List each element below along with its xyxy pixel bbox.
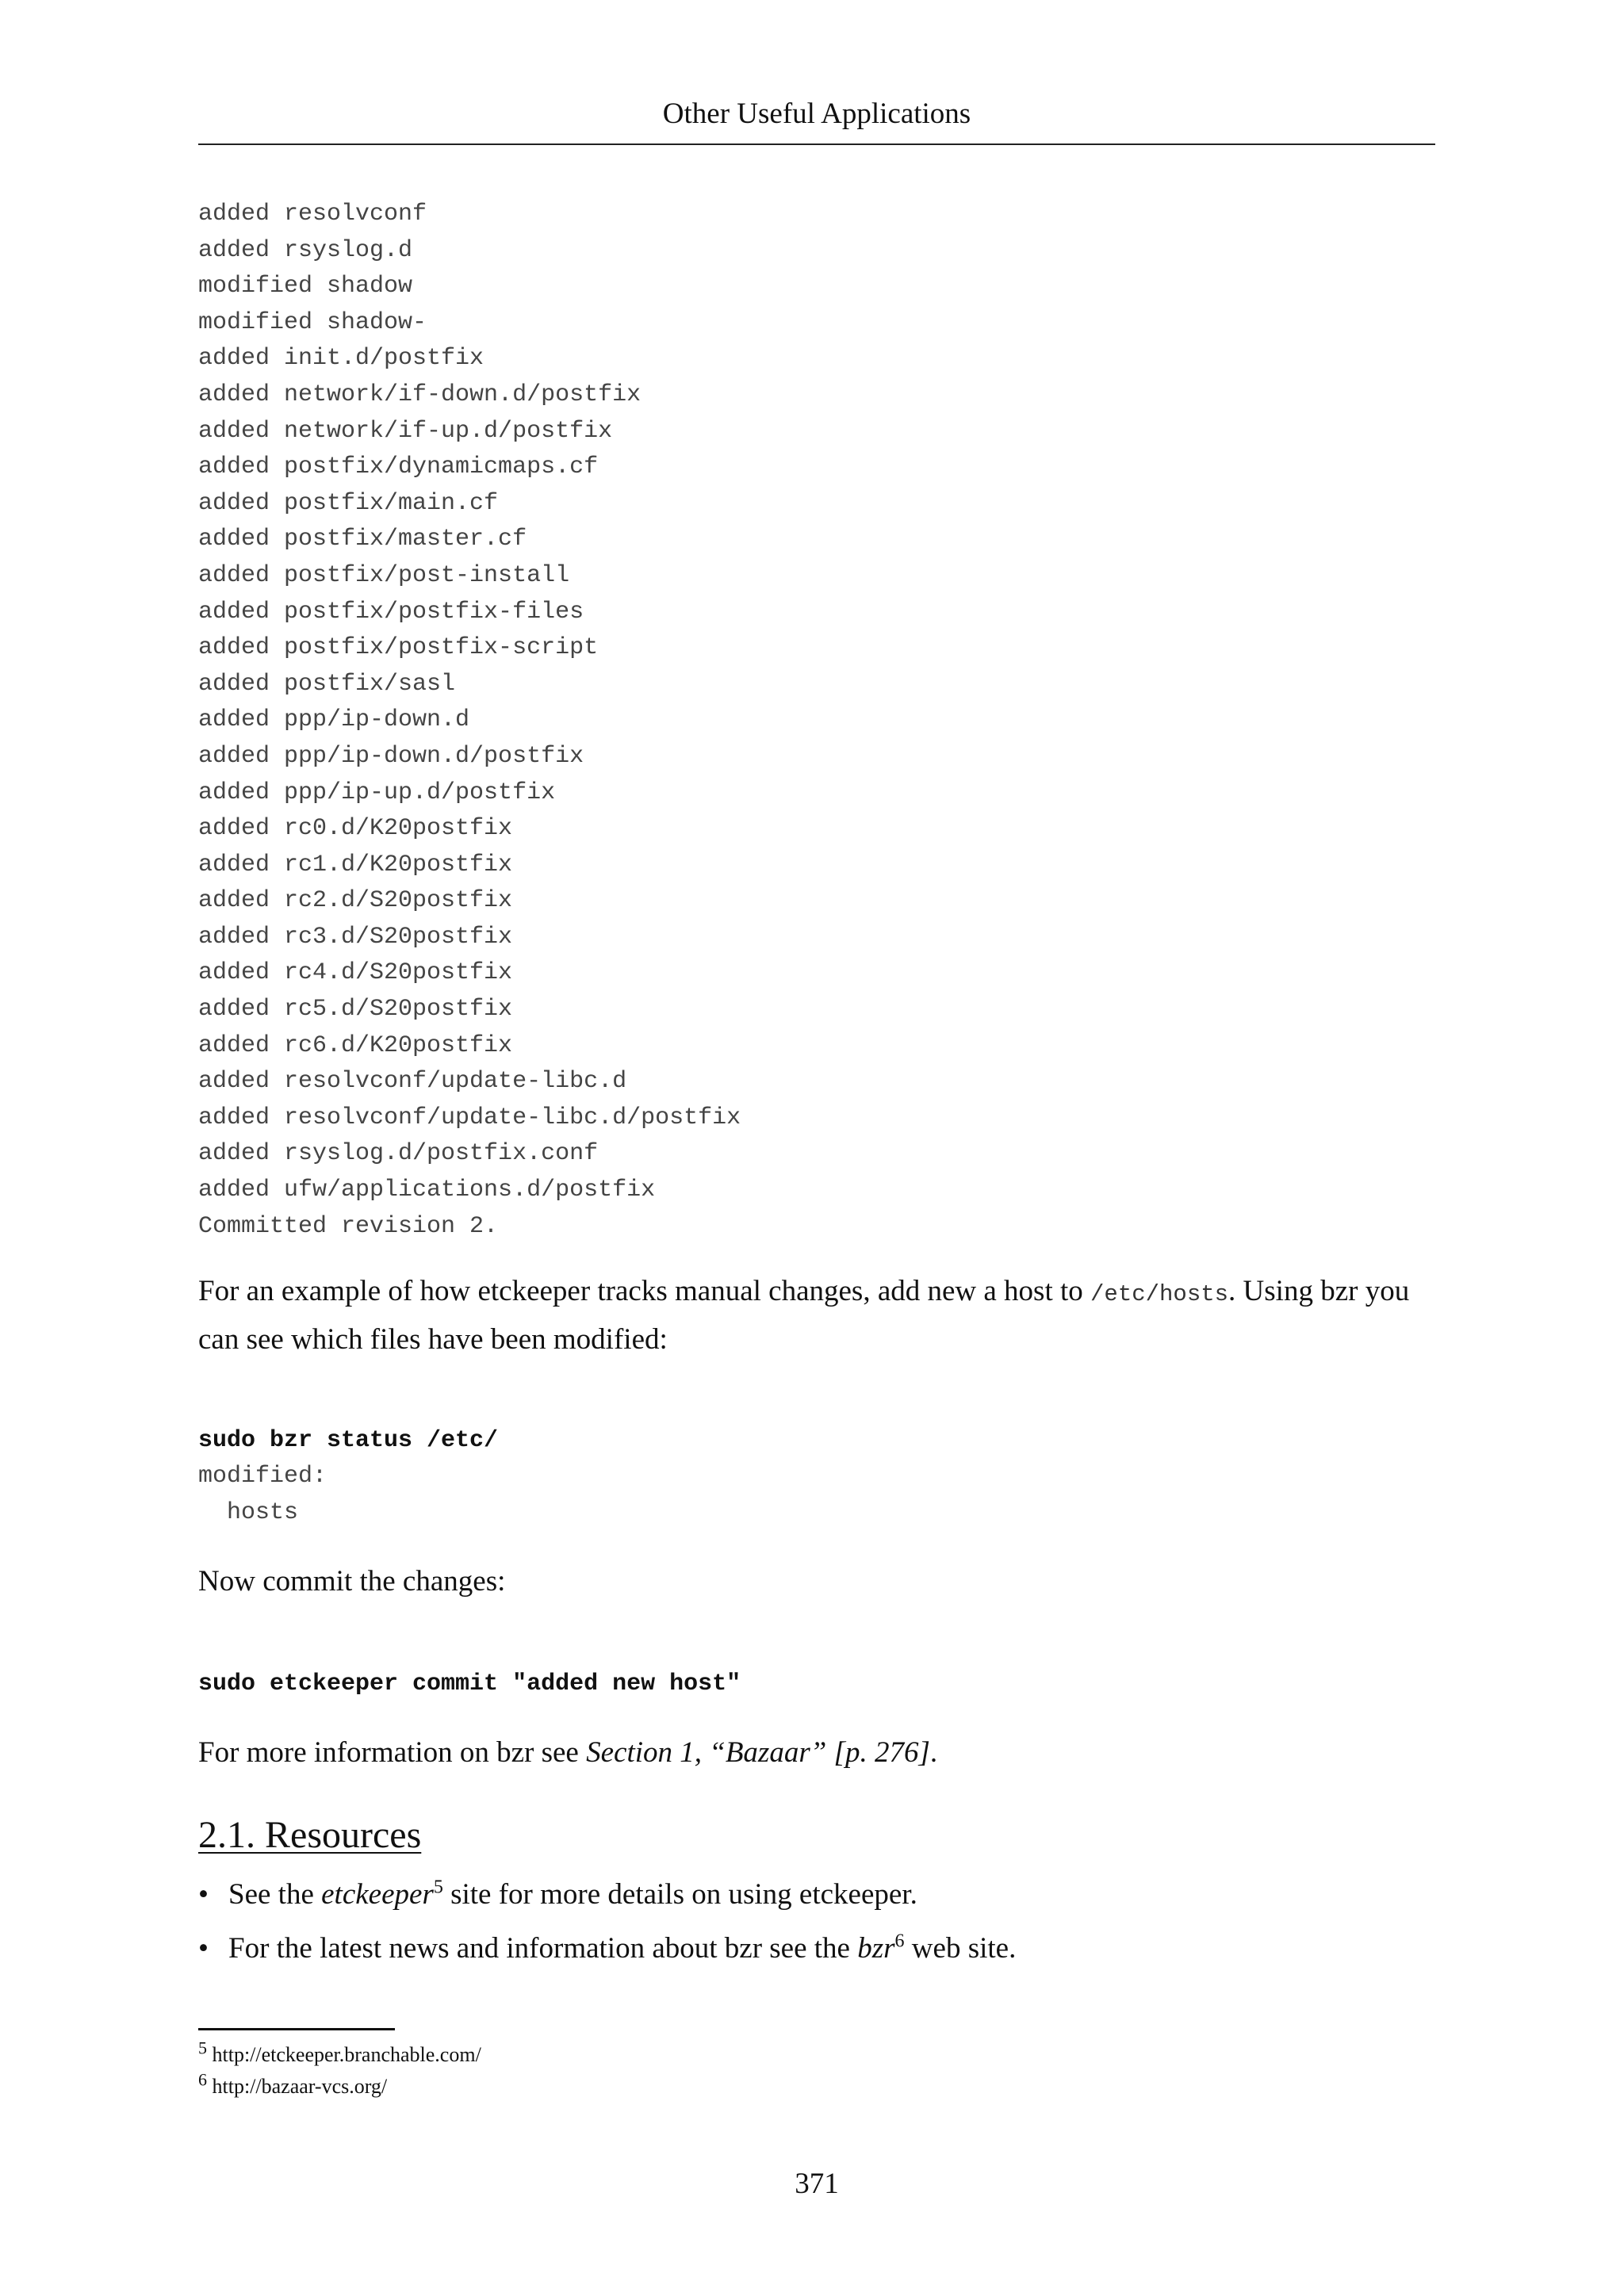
footnote: [198, 2039, 481, 2071]
link-bzr[interactable]: bzr: [857, 1932, 895, 1965]
output-line: added rc4.d/S20postfix: [198, 959, 513, 987]
footnote-url[interactable]: http://etckeeper.branchable.com/: [212, 2043, 481, 2066]
output-line: added postfix/master.cf: [198, 526, 527, 553]
inline-code-etc-hosts: /etc/hosts: [1090, 1281, 1229, 1307]
header-rule: [198, 144, 1435, 145]
footnote-number: 6: [198, 2069, 207, 2090]
footnote-number: 5: [198, 2038, 207, 2058]
status-output-line-hosts: hosts: [198, 1499, 299, 1526]
output-line: added rc3.d/S20postfix: [198, 923, 513, 951]
commit-output-block: [198, 197, 741, 1245]
footnote: [198, 2071, 481, 2103]
output-line: added postfix/sasl: [198, 670, 456, 698]
output-line: added rsyslog.d: [198, 236, 413, 264]
footnotes: [198, 2039, 481, 2103]
command-bzr-status: sudo bzr status /etc/: [198, 1427, 499, 1454]
output-line: Committed revision 2.: [198, 1212, 499, 1240]
footnote-ref[interactable]: 5: [433, 1877, 443, 1898]
para1-text-after: . Using bzr you can see which files have been modified:: [198, 1275, 1410, 1356]
list-item: [198, 1868, 1016, 1922]
output-line: added postfix/post-install: [198, 561, 570, 589]
list-item: [198, 1922, 1016, 1976]
output-line: added rc5.d/S20postfix: [198, 996, 513, 1024]
running-header: Other Useful Applications: [662, 98, 971, 130]
bullet-text-before: For the latest news and information about bzr see the: [228, 1932, 858, 1965]
output-line: added ufw/applications.d/postfix: [198, 1177, 656, 1204]
para3-text-after: .: [929, 1736, 938, 1769]
output-line: added network/if-down.d/postfix: [198, 381, 642, 408]
output-line: added rc0.d/K20postfix: [198, 815, 513, 843]
bullet-text-before: See the: [228, 1878, 322, 1911]
bullet-text-after: site for more details on using etckeeper.: [442, 1878, 917, 1911]
link-etckeeper[interactable]: etckeeper: [321, 1878, 434, 1911]
output-line: added resolvconf/update-libc.d: [198, 1068, 627, 1096]
footnote-url[interactable]: http://bazaar-vcs.org/: [212, 2075, 388, 2098]
section-heading-resources[interactable]: 2.1. Resources: [198, 1814, 422, 1856]
output-line: added resolvconf: [198, 201, 427, 228]
output-line: added postfix/dynamicmaps.cf: [198, 453, 599, 481]
footnote-divider: [198, 2028, 395, 2030]
para3-text-before: For more information on bzr see: [198, 1736, 587, 1769]
cross-reference-bazaar[interactable]: Section 1, “Bazaar” [p. 276]: [586, 1736, 930, 1769]
page-number: 371: [795, 2168, 839, 2200]
output-line: added ppp/ip-down.d: [198, 706, 470, 734]
output-line: added ppp/ip-up.d/postfix: [198, 779, 556, 806]
resources-list: [198, 1868, 1016, 1976]
output-line: added ppp/ip-down.d/postfix: [198, 742, 584, 770]
output-line: added postfix/postfix-files: [198, 598, 584, 626]
bullet-text-after: web site.: [904, 1932, 1017, 1965]
paragraph-etckeeper-example: [198, 1269, 1435, 1362]
list-item-text: [228, 1868, 917, 1922]
output-line: added rc2.d/S20postfix: [198, 887, 513, 915]
bullet-icon: •: [198, 1878, 209, 1911]
output-line: modified shadow: [198, 273, 413, 300]
output-line: added rc1.d/K20postfix: [198, 851, 513, 878]
output-line: added rsyslog.d/postfix.conf: [198, 1140, 599, 1168]
output-line: added postfix/main.cf: [198, 489, 499, 517]
status-output-line-modified: modified:: [198, 1463, 327, 1490]
bullet-icon: •: [198, 1932, 209, 1965]
paragraph-more-info: [198, 1730, 1435, 1775]
output-line: added postfix/postfix-script: [198, 634, 599, 662]
footnote-ref[interactable]: 6: [894, 1931, 905, 1952]
output-line: added resolvconf/update-libc.d/postfix: [198, 1104, 741, 1131]
output-line: added init.d/postfix: [198, 345, 485, 373]
output-line: modified shadow-: [198, 308, 427, 336]
paragraph-commit-changes: Now commit the changes:: [198, 1565, 506, 1598]
command-etckeeper-commit: sudo etckeeper commit "added new host": [198, 1670, 741, 1697]
output-line: added rc6.d/K20postfix: [198, 1031, 513, 1059]
para1-text-before: For an example of how etckeeper tracks manual changes, add new a host to: [198, 1275, 1091, 1307]
list-item-text: [228, 1922, 1016, 1976]
output-line: added network/if-up.d/postfix: [198, 417, 613, 445]
document-page: [198, 0, 1435, 2296]
